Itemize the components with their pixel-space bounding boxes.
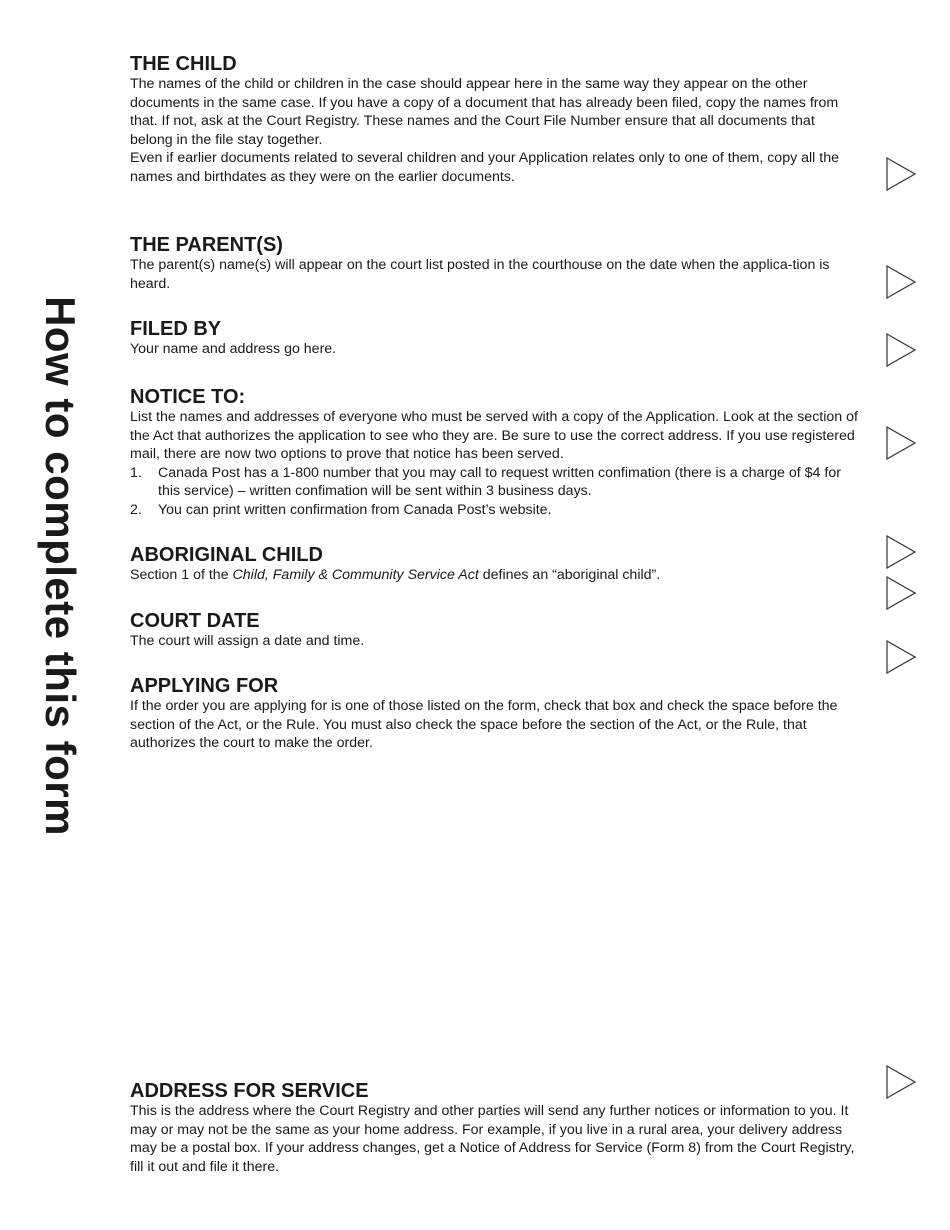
heading-applying-for: APPLYING FOR bbox=[130, 675, 279, 697]
address-for-service-paragraph: This is the address where the Court Registry and other parties will send any further notices or information to you. It may or may not be the same as your home address. For example, if you live in a rural area, your delivery address may be a postal box. If your address changes, get a Notice of Address for Service (Form 8) from the Court Registry, fill it out and file it there. bbox=[130, 1103, 855, 1175]
heading-aboriginal-child: ABORIGINAL CHILD bbox=[130, 544, 323, 566]
heading-the-child: THE CHILD bbox=[130, 53, 237, 75]
heading-court-date: COURT DATE bbox=[130, 610, 260, 632]
aboriginal-paragraph bbox=[130, 566, 858, 585]
section-the-parents bbox=[130, 234, 858, 293]
filed-by-paragraph: Your name and address go here. bbox=[130, 341, 337, 357]
margin-arrow-icon bbox=[886, 640, 916, 674]
section-address-for-service bbox=[130, 1080, 858, 1176]
child-paragraph-1: The names of the child or children in the case should appear here in the same way they appear on the other documents in the same case. If you have a copy of a document that has already been filed, copy the names from that. If not, ask at the Court Registry. These names and the Court File Number ensure that all documents that belong in the file stay together. bbox=[130, 76, 839, 148]
notice-to-list bbox=[130, 464, 858, 520]
aboriginal-text-after: defines an “aboriginal child”. bbox=[478, 567, 661, 583]
list-item-text: You can print written confirmation from Canada Post’s website. bbox=[158, 501, 552, 518]
section-applying-for bbox=[130, 675, 858, 753]
heading-filed-by: FILED BY bbox=[130, 318, 222, 340]
side-title: How to complete this form bbox=[37, 296, 84, 836]
margin-arrow-icon bbox=[886, 1065, 916, 1099]
list-item-text: Canada Post has a 1-800 number that you may call to request written confimation (there is a charge of $4 for this service) – written confimation will be sent within 3 business days. bbox=[158, 464, 841, 500]
margin-arrow-icon bbox=[886, 576, 916, 610]
child-paragraph-2: Even if earlier documents related to several children and your Application relates only to one of them, copy all the names and birthdates as they were on the earlier documents. bbox=[130, 150, 839, 185]
list-item-number: 2. bbox=[130, 501, 142, 518]
section-court-date bbox=[130, 610, 858, 651]
heading-the-parents: THE PARENT(S) bbox=[130, 234, 283, 256]
heading-address-for-service: ADDRESS FOR SERVICE bbox=[130, 1080, 369, 1102]
parents-paragraph: The parent(s) name(s) will appear on the court list posted in the courthouse on the date when the applica-tion is heard. bbox=[130, 257, 830, 292]
section-aboriginal-child bbox=[130, 544, 858, 585]
aboriginal-text-before: Section 1 of the bbox=[130, 567, 233, 583]
notice-to-paragraph: List the names and addresses of everyone who must be served with a copy of the Application. Look at the section of the Act that authorizes the application to see who they are. Be sure to use the correct address. If you use registered mail, there are now two options to prove that notice has been served. bbox=[130, 409, 858, 463]
section-filed-by bbox=[130, 318, 858, 359]
margin-arrow-icon bbox=[886, 535, 916, 569]
list-item bbox=[130, 464, 858, 501]
margin-arrow-icon bbox=[886, 265, 916, 299]
section-the-child bbox=[130, 53, 858, 187]
applying-for-paragraph: If the order you are applying for is one of those listed on the form, check that box and check the space before the section of the Act, or the Rule. You must also check the space before the section of the Act, or the Rule, that authorizes the court to make the order. bbox=[130, 698, 838, 752]
act-name: Child, Family & Community Service Act bbox=[232, 567, 479, 583]
court-date-paragraph: The court will assign a date and time. bbox=[130, 633, 365, 649]
heading-notice-to: NOTICE TO: bbox=[130, 386, 246, 408]
section-notice-to bbox=[130, 386, 858, 520]
margin-arrow-icon bbox=[886, 426, 916, 460]
list-item-number: 1. bbox=[130, 464, 142, 481]
list-item bbox=[130, 501, 858, 520]
margin-arrow-icon bbox=[886, 333, 916, 367]
margin-arrow-icon bbox=[886, 157, 916, 191]
